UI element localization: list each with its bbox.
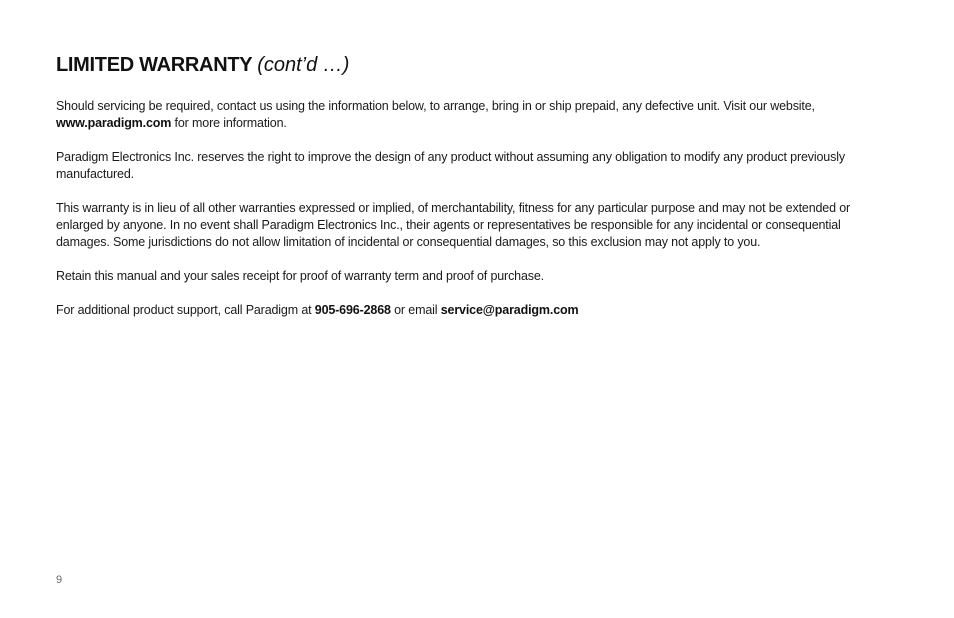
- servicing-paragraph: [56, 98, 876, 132]
- title-main: LIMITED WARRANTY: [56, 54, 252, 76]
- warranty-lieu-paragraph: This warranty is in lieu of all other warranties expressed or implied, of merchantability, fitness for any particular purpose and may not be extended or enlarged by anyone. In no event shall Paradigm Electronics Inc., their agents or representatives be responsible for any incidental or consequential damages. Some jurisdictions do not allow limitation of incidental or consequential damages, so this exclusion may not apply to you.: [56, 201, 851, 249]
- page-title: [56, 52, 876, 78]
- support-phone[interactable]: 905-696-2868: [314, 303, 391, 317]
- support-paragraph: [56, 302, 876, 319]
- page-number: 9: [56, 574, 63, 586]
- design-rights-paragraph: Paradigm Electronics Inc. reserves the right to improve the design of any product without assuming any obligation to modify any product previously manufactured.: [56, 150, 845, 181]
- support-email-link[interactable]: service@paradigm.com: [440, 303, 579, 317]
- support-text-mid: or email: [390, 303, 441, 317]
- support-text: For additional product support, call Paradigm at: [56, 303, 315, 317]
- servicing-text: Should servicing be required, contact us using the information below, to arrange, bring in or ship prepaid, any defective unit. Visit our website,: [56, 99, 815, 113]
- website-link[interactable]: www.paradigm.com: [56, 116, 172, 130]
- servicing-text-end: for more information.: [171, 116, 287, 130]
- title-continued: (cont’d …): [257, 54, 350, 76]
- warranty-section: [56, 52, 876, 336]
- retain-manual-paragraph: Retain this manual and your sales receipt for proof of warranty term and proof of purchase.: [56, 269, 544, 283]
